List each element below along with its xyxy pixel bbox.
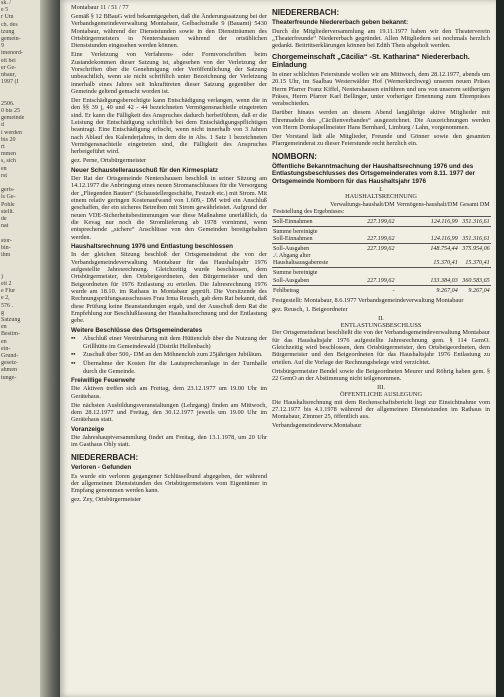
cell: 360.583,65 xyxy=(462,277,490,284)
row-label: Soll-Einnahmen xyxy=(273,218,313,225)
book-gutter xyxy=(40,0,60,697)
cell: 9.267,04 xyxy=(468,287,490,294)
cell: 148.754,44 xyxy=(430,246,458,253)
column-header: Vermögens-haushalt/DM xyxy=(396,201,458,208)
edge-text-fragment: Bestim- xyxy=(1,331,20,338)
row-label: Soll-Ausgaben xyxy=(273,246,310,253)
ref-number: Montabaur 11 / 51 / 77 xyxy=(71,4,129,11)
column-header: Gesamt DM xyxy=(459,201,490,208)
edge-text-fragment: ch. des xyxy=(1,21,18,28)
paragraph: Die nächsten Ausbildungsveranstaltungen (Lehrgang) finden am Mittwoch, dem 28.12.1977 und Freitag, den 30.12.1977 jeweils um 19.00 Uhr im Gerätehaus statt. xyxy=(71,401,267,424)
right-column xyxy=(272,4,490,431)
list-item: •• Zuschuß über 500,- DM an den Möhnenclub zum 25jährigen Jubiläum. xyxy=(71,351,263,359)
edge-text-fragment: tunge- xyxy=(1,374,17,381)
row-label: Summe bereinigte Soll-Einnahmen xyxy=(273,229,318,243)
row-label: Summe bereinigte Soll-Ausgaben xyxy=(273,270,318,284)
edge-text-fragment: eit 2 xyxy=(1,280,12,287)
cell: 227.199,62 xyxy=(367,277,395,284)
table-row xyxy=(272,270,491,285)
edge-text-fragment: gemein- xyxy=(1,36,21,43)
edge-text-fragment: gemeinde xyxy=(1,115,25,122)
article-heading: Freiwillige Feuerwehr xyxy=(71,377,136,385)
list-item: •• Übernahme der Kosten für die Lautsprecheranlage in der Turnhalle durch die Gemeinde. xyxy=(71,360,267,375)
edge-text-fragment: de xyxy=(1,216,7,223)
row-label: ./. Abgang alter Haushaltsausgabereste xyxy=(273,253,329,267)
edge-text-fragment: bin- xyxy=(1,244,11,251)
edge-text-fragment: eit bei xyxy=(1,57,16,64)
edge-text-fragment: stellt. xyxy=(1,208,15,215)
edge-text-fragment: tzung xyxy=(1,28,15,35)
edge-text-fragment: e 5 xyxy=(1,7,9,14)
edge-text-fragment: ahmen xyxy=(1,367,17,374)
edge-text-fragment: stor- xyxy=(1,237,12,244)
announcement-title: Öffentliche Bekanntmachung der Haushaltsrechnung 1976 und des Entlastungsbeschlusses des Ortsgemeinderates vom 8.11. 1977 der Ortsgemeinde Nomborn für das Haushaltsjahr 1976 xyxy=(272,163,475,185)
edge-text-fragment: 9 xyxy=(1,43,4,50)
section-number: II. xyxy=(378,314,384,322)
cell: - xyxy=(392,287,395,294)
left-column xyxy=(71,4,267,505)
signature-line: gez. Reusch, 1. Beigeordneter xyxy=(272,305,348,313)
cell: 133.384,03 xyxy=(430,277,458,284)
edge-text-fragment: er Ge- xyxy=(1,64,17,71)
edge-text-fragment: 1997 (I xyxy=(1,79,19,86)
article-heading: Weitere Beschlüsse des Ortsgemeinderates xyxy=(71,326,203,334)
edge-text-fragment: en xyxy=(1,338,7,345)
paragraph: Der Rat der Ortsgemeinde Nentershausen beschloß in seiner Sitzung am 14.12.1977 die Anbringung eines neuen Stromanschlusses für die Versorgung der „Fliegenden Bauten“ (Schaustellergeschäfte, Festzelt etc.) mit Strom. Mit einem relativ geringen Kostenaufwand von 1.609,- DM wird ein Anschluß geschaffen, der ein sicheres Betreiben mit Strom gewährleistet. Aufgrund der neuen VDE-Sicherheitsbestimmungen war diese Maßnahme unerläßlich, da die Kevag nur noch die Stromlieferung ab 1978 vornimmt, wenn entsprechende „sichere“ Anschlüsse von den Gemeinden bereitgehalten werden. xyxy=(71,174,267,241)
edge-text-fragment: nbaur, xyxy=(1,72,16,79)
paragraph: Gemäß § 12 BBauG wird bekanntgegeben, daß die Änderungssatzung bei der Verbandsgemeindeverwaltung Montabaur, Gelbachstraße 9 (Bauamt) 5430 Montabaur, während der Dienststunden sowie in den Dienstträumen des Ortsbürgermeisters in Nentershausen während der ortsüblichen Dienststunden eingesehen werden können. xyxy=(71,12,267,50)
edge-text-fragment xyxy=(0,267,40,274)
paragraph: Der Vorstand lädt alle Mitglieder, Freunde und Gönner sowie den gesamten Pfarrgemeinderat zu dieser Feierstunde recht herzlich ein. xyxy=(272,132,490,148)
cell: 351.316,61 xyxy=(462,236,490,243)
paragraph: Die Aktiven treffen sich am Freitag, dem 23.12.1977 um 19.00 Uhr im Gerätehaus. xyxy=(71,385,267,400)
edge-text-fragment: bis 20 xyxy=(1,136,16,143)
paragraph: Es wurde ein verloren gegangener Schlüsselbund abgegeben, der während der allgemeinen Dienststunden des Ortsbürgermeisters vom Eigentümer in Empfang genommen werden kann. xyxy=(71,472,267,495)
newspaper-page xyxy=(60,0,496,697)
cell: 375.954,06 xyxy=(462,246,490,253)
adjacent-page-edge xyxy=(0,0,40,697)
edge-text-fragment xyxy=(0,180,40,187)
bullet-icon: •• xyxy=(71,351,76,359)
section-title: HAUSHALTSRECHNUNG xyxy=(345,193,417,201)
edge-text-fragment: Pohle xyxy=(1,201,15,208)
table-intro: Feststellung des Ergebnisses: xyxy=(273,208,345,215)
edge-text-fragment xyxy=(0,231,40,238)
edge-text-fragment: rt xyxy=(1,144,5,151)
edge-text-fragment xyxy=(0,259,40,266)
edge-text-fragment: sk. / xyxy=(1,0,12,6)
cell: 351.316,61 xyxy=(462,218,490,225)
edge-text-fragment: nat xyxy=(1,223,9,230)
edge-text-fragment: Grund- xyxy=(1,352,19,359)
table-header-row xyxy=(272,202,491,209)
section-title: ENTLASTUNGSBESCHLUSS xyxy=(340,321,422,329)
paragraph: Darüber hinaus werden an diesem Abend langjährige aktive Mitglieder mit Ehrennadeln des „Cäcilienverbandes“ ausgezeichnet. Die Auszeichnungen werden von Herrn Domkapellmeister Hans Bernhard, Limburg / Lahn, vorgenommen. xyxy=(272,109,490,131)
edge-text-fragment: ihm xyxy=(1,252,11,259)
article-heading: Chorgemeinschaft „Cäcilia“ -St. Katharina“ Niedererbach. Einladung xyxy=(272,51,470,70)
cell: 9.267,04 xyxy=(436,287,458,294)
row-label: Fehlbetrag xyxy=(273,287,300,294)
table-row xyxy=(272,219,491,227)
cell: 227.199,62 xyxy=(367,246,395,253)
paragraph: Der Entschädigungsberechtigte kann Entschädigung verlangen, wenn die in den §§ 39 j, 40 und 42 - 44 bezeichneten Vermögensnachteile eingetreten sind. Er kann die Fälligkeit des Anspruches dadurch herbeiführen, daß er die Leistung der Entschädigung schriftlich bei dem Entschädigungspflichtigen beantragt. Eine Entschädigung erlischt, wenn nicht innerhalb von 3 Jahren nach Ablauf des Kalenderjahres, in dem die in Abs. 1 Satz 1 bezeichneten Vermögensnachteile eingetreten sind, die Fälligkeit des Anspruches herbeigeführt wird. xyxy=(71,96,267,156)
article-heading: Verloren - Gefunden xyxy=(71,464,132,472)
table-row xyxy=(272,288,491,295)
paragraph: Durch die Mitgliederversammlung am 19.11.1977 haben wir den Theaterverein „Theaterfreunde“ Niedererbach gegründet. Allen Mitgliedern sei nochmals herzlich gedankt. Beitrittserklärungen können bei Edith Theis abgeholt werden. xyxy=(272,27,490,50)
bullet-icon: •• xyxy=(71,335,76,343)
cell xyxy=(329,253,395,268)
edge-text-fragment: 0 bis 25 xyxy=(1,108,21,115)
scan-border xyxy=(496,0,504,697)
edge-text-fragment: ls Ge- xyxy=(1,194,16,201)
edge-text-fragment xyxy=(0,86,40,93)
section-number: I. xyxy=(379,186,383,194)
paragraph: Die Haushaltsrechnung mit dem Rechenschaftsbericht liegt zur Einsichtnahme vom 27.12.1977 bis 4.1.1978 während der allgemeinen Dienststunden im Rathaus in Montabaur, Zimmer 25, öffentlich aus. xyxy=(272,398,490,421)
list-item: •• Abschluß einer Vereinbarung mit dem Hüttenclub über die Nutzung der Grillhütte im Gemeindewald (Distrikt Hellenbach) xyxy=(71,335,267,350)
signature-line: gez. Perne, Ortsbürgermeister xyxy=(71,157,147,165)
edge-text-fragment: gesetz- xyxy=(1,360,18,367)
budget-table xyxy=(272,202,491,295)
article-heading: Voranzeige xyxy=(71,425,105,433)
edge-text-fragment: d xyxy=(1,122,4,129)
paragraph: Die Jahreshauptversammlung findet am Freitag, den 13.1.1978, um 20 Uhr im Gasthaus Ohly statt. xyxy=(71,434,267,449)
table-row xyxy=(272,253,491,268)
edge-text-fragment: mmen xyxy=(1,151,16,158)
cell: 15.370,41 xyxy=(433,260,458,267)
paragraph: Eine Verletzung von Verfahrens- oder Formvorschriften beim Zustandekommen dieser Satzung ist, abgesehen von der Verletzung der Vorschriften über die Genehmigung oder Veröffentlichung der Satzung unbeachtlich, wenn sie nicht schriftlich unter Bezeichnung der Verletzung innerhalb eines Jahres seit Inkrafttreten dieser Satzung gegenüber der Gemeinde geltend gemacht worden ist. xyxy=(71,51,267,95)
cell: 227.199,62 xyxy=(367,218,395,225)
section-title: ÖFFENTLICHE AUSLEGUNG xyxy=(339,391,423,399)
town-heading: NIEDERERBACH: xyxy=(272,8,340,17)
paragraph: Festgestellt: Montabaur, 8.6.1977 Verbandsgemeindeverwaltung Montabaur xyxy=(272,296,464,304)
cell: 227.199,62 xyxy=(367,236,395,243)
edge-text-fragment: rst xyxy=(1,172,7,179)
cell: 15.370,41 xyxy=(465,260,490,267)
edge-text-fragment: e Flur xyxy=(1,288,16,295)
edge-text-fragment: e 2, xyxy=(1,295,10,302)
edge-text-fragment xyxy=(0,94,40,101)
town-heading: NIEDERERBACH: xyxy=(71,452,139,462)
edge-text-fragment: en xyxy=(1,165,7,172)
edge-text-fragment: en xyxy=(1,324,7,331)
article-heading: Neuer Schaustellerausschuß für den Kirmesplatz xyxy=(71,166,218,174)
paragraph: In einer schlichten Feierstunde wollen wir am Mittwoch, dem 28.12.1977, abends um 20.15 Uhr, im Saalbau Westerwälder Hof (Wernerkirchweg) unseren neuen Präses Herrn Pfarrer Franz Kiffel, Nentershausen einführen und uns von unserem seitherigen Präses, Herrn Pfarrer Karl Bellinger, unter vorheriger Ernennung zum Ehrenpräses verabschieden. xyxy=(272,70,490,108)
edge-text-fragment: ) xyxy=(1,273,3,280)
signature-line: Verbandsgemeindeverw.Montabaur xyxy=(272,422,362,430)
cell: 124.116,99 xyxy=(430,218,458,225)
edge-text-fragment: Satzung xyxy=(1,316,21,323)
town-heading: NOMBORN: xyxy=(272,151,317,161)
article-heading: Theaterfreunde Niedererbach geben bekannt: xyxy=(272,19,409,27)
edge-text-fragment: g xyxy=(1,309,4,316)
edge-text-fragment: 2506. xyxy=(1,100,15,107)
paragraph: In der gleichen Sitzung beschloß der Ortsgemeinderat die von der Verbandsgemeindeverwaltung Montabaur für das Haushaltsjahr 1976 aufgestellte Jahresrechnung. Gleichzeitig wurde beschlossen, dem Ortsbürgermeister, den Ortsbeigeordneten, den Bürgermeister und den Beigeordneten für 1976 Entlastung zu erteilen. Die Jahresrechnung 1976 wurde am 18.10. im Rathaus in Montabaur geprüft. Die Vorsitzende des Rechnungsprüfungsausschusses Frau Irma Reusch, gab dem Rat bekannt, daß diese Prüfung keine Beanstandungen ergab, und der Ausschuß dem Rat die Empfehlung zur Beschlußfassung der Haushaltsrechnung und der Entlastung gebe. xyxy=(71,251,267,325)
column-header: Verwaltungs-haushalt/DM xyxy=(330,201,395,208)
cell: 124.116,99 xyxy=(430,236,458,243)
edge-text-fragment: imenord- xyxy=(1,50,23,57)
article-heading: Haushaltsrechnung 1976 und Entlastung beschlossen xyxy=(71,243,234,251)
table-row xyxy=(272,209,491,217)
edge-text-fragment: s, sich xyxy=(1,158,16,165)
edge-text-fragment: 576 . xyxy=(1,302,13,309)
bullet-icon: •• xyxy=(71,360,76,368)
paragraph: Der Ortsgemeinderat beschließt die von der Verbandsgemeindeverwaltung Montabaur für das Haushaltsjahr 1976 aufgestellte Jahresrechnung gem. § 114 GemO. Gleichzeitig wird beschlossen, dem Ortsbürgermeister, den Ortsbeigeordneten, dem Bürgermeister und den Beigeordneten für das Haushaltsjahr 1976 Entlastung zu erteilen. Auf die Vorlage der Rechnungsbelege wird verzichtet. xyxy=(272,329,490,366)
table-row xyxy=(272,229,491,244)
edge-text-fragment: i werden xyxy=(1,129,22,136)
paragraph: Ortsbürgermeister Bendel sowie die Beigeordneten Meurer und Röhrig haben gem. § 22 GemO an der Abstimmung nicht teilgenommen. xyxy=(272,367,490,382)
edge-text-fragment: ein- xyxy=(1,345,11,352)
section-number: III. xyxy=(377,383,385,391)
signature-line: gez. Zey, Ortsbürgermeister xyxy=(71,496,142,504)
table-row xyxy=(272,246,491,253)
edge-text-fragment: geris- xyxy=(1,187,15,194)
edge-text-fragment: r Um xyxy=(1,14,14,21)
